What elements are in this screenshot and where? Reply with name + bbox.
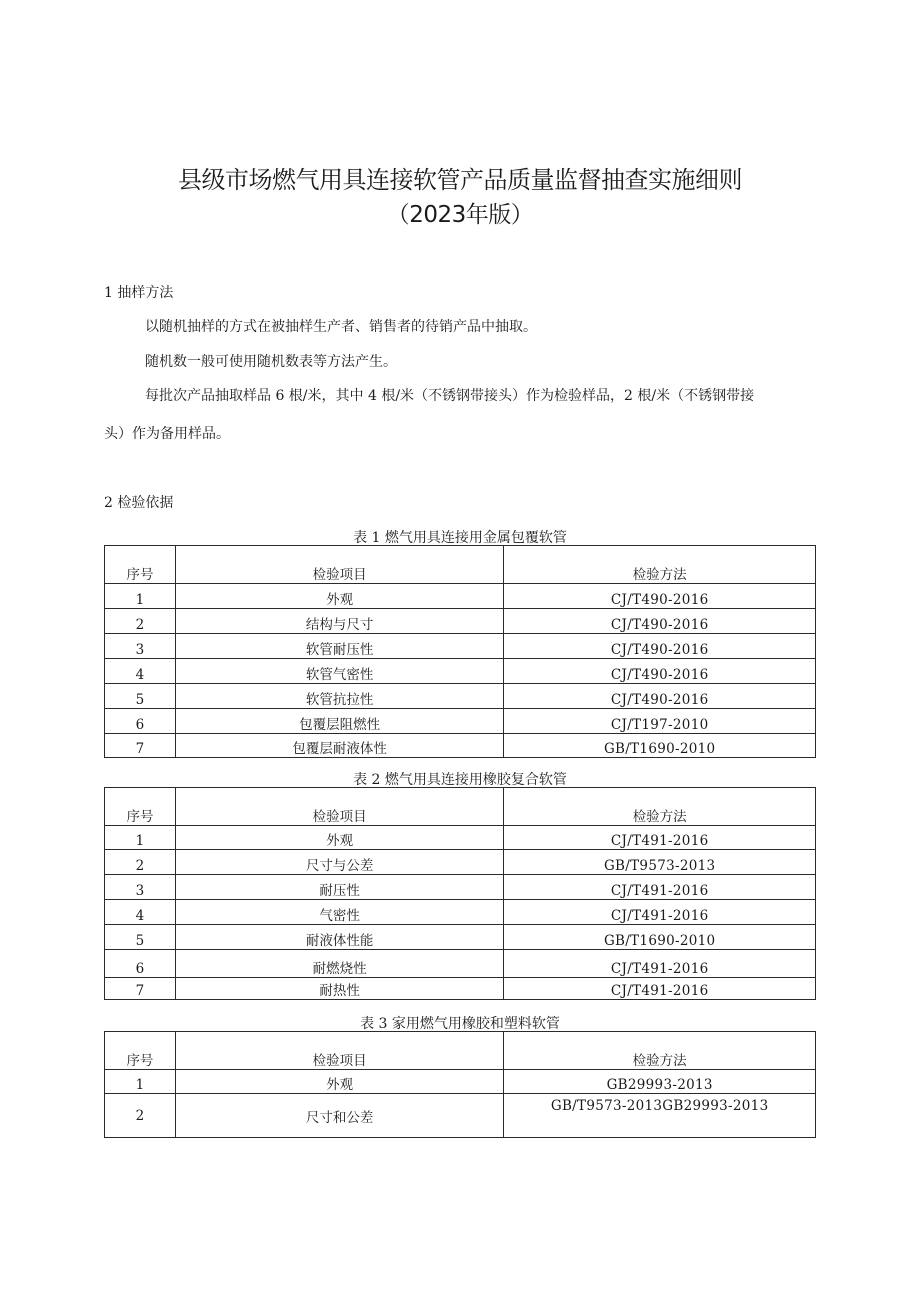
cell-method: GB/T1690-2010 <box>504 734 816 758</box>
table-row <box>105 950 816 978</box>
cell-method: GB/T9573-2013 <box>504 850 816 875</box>
header-cell-method: 检验方法 <box>504 546 816 584</box>
table-row <box>105 826 816 850</box>
header-cell-item: 检验项目 <box>175 1032 503 1070</box>
cell-index: 3 <box>105 875 176 900</box>
cell-item: 耐液体性能 <box>175 925 503 950</box>
table-row <box>105 925 816 950</box>
table-row <box>105 684 816 709</box>
table-row <box>105 978 816 1000</box>
table-row <box>105 584 816 609</box>
header-cell-item: 检验项目 <box>175 788 503 826</box>
table-3-caption: 表 3 家用燃气用橡胶和塑料软管 <box>360 1016 560 1032</box>
header-cell-index: 序号 <box>105 1032 176 1070</box>
cell-item: 耐热性 <box>175 978 503 1000</box>
cell-item: 外观 <box>175 826 503 850</box>
cell-method: CJ/T490-2016 <box>504 609 816 634</box>
header-cell-index: 序号 <box>105 788 176 826</box>
cell-index: 5 <box>105 684 176 709</box>
table-row <box>105 609 816 634</box>
cell-method: CJ/T490-2016 <box>504 684 816 709</box>
cell-item: 软管耐压性 <box>175 634 503 659</box>
table-row <box>105 1070 816 1094</box>
table-row <box>105 659 816 684</box>
table-header-row <box>105 1032 816 1070</box>
cell-item: 结构与尺寸 <box>175 609 503 634</box>
cell-method: CJ/T491-2016 <box>504 950 816 978</box>
cell-item: 尺寸和公差 <box>175 1094 503 1138</box>
table-header-row <box>105 546 816 584</box>
cell-method: CJ/T491-2016 <box>504 875 816 900</box>
cell-item: 包覆层阻燃性 <box>175 709 503 734</box>
table-row <box>105 875 816 900</box>
cell-index: 1 <box>105 826 176 850</box>
section-1-paragraph-3-line-2: 头）作为备用样品。 <box>104 426 230 442</box>
section-1-paragraph-2: 随机数一般可使用随机数表等方法产生。 <box>145 354 397 370</box>
section-1-paragraph-1: 以随机抽样的方式在被抽样生产者、销售者的待销产品中抽取。 <box>145 319 537 335</box>
cell-index: 6 <box>105 709 176 734</box>
cell-item: 外观 <box>175 584 503 609</box>
cell-index: 7 <box>105 734 176 758</box>
table-row <box>105 850 816 875</box>
cell-method: GB/T9573-2013GB29993-2013 <box>504 1094 816 1138</box>
cell-index: 4 <box>105 900 176 925</box>
document-title: 县级市场燃气用具连接软管产品质量监督抽查实施细则 <box>178 166 742 194</box>
cell-index: 1 <box>105 584 176 609</box>
cell-item: 耐燃烧性 <box>175 950 503 978</box>
cell-index: 1 <box>105 1070 176 1094</box>
table-2 <box>104 787 816 1000</box>
cell-method: CJ/T490-2016 <box>504 584 816 609</box>
cell-method: GB29993-2013 <box>504 1070 816 1094</box>
header-cell-method: 检验方法 <box>504 1032 816 1070</box>
section-1-paragraph-3-line-1: 每批次产品抽取样品 6 根/米，其中 4 根/米（不锈钢带接头）作为检验样品，2 根/米（不锈钢带接 <box>145 388 755 404</box>
cell-item: 软管气密性 <box>175 659 503 684</box>
cell-index: 5 <box>105 925 176 950</box>
header-cell-item: 检验项目 <box>175 546 503 584</box>
header-cell-method: 检验方法 <box>504 788 816 826</box>
table-3 <box>104 1031 816 1138</box>
table-1-caption: 表 1 燃气用具连接用金属包覆软管 <box>353 530 567 546</box>
section-2-heading: 2 检验依据 <box>104 495 174 511</box>
table-row <box>105 734 816 758</box>
cell-method: CJ/T491-2016 <box>504 900 816 925</box>
table-row <box>105 709 816 734</box>
cell-index: 4 <box>105 659 176 684</box>
cell-method: GB/T1690-2010 <box>504 925 816 950</box>
cell-item: 包覆层耐液体性 <box>175 734 503 758</box>
cell-item: 尺寸与公差 <box>175 850 503 875</box>
cell-index: 6 <box>105 950 176 978</box>
cell-method: CJ/T197-2010 <box>504 709 816 734</box>
cell-index: 3 <box>105 634 176 659</box>
cell-index: 2 <box>105 850 176 875</box>
cell-index: 2 <box>105 609 176 634</box>
table-2-caption: 表 2 燃气用具连接用橡胶复合软管 <box>353 772 567 788</box>
table-row <box>105 634 816 659</box>
section-1-heading: 1 抽样方法 <box>104 285 174 301</box>
cell-index: 2 <box>105 1094 176 1138</box>
table-row <box>105 1094 816 1138</box>
header-cell-index: 序号 <box>105 546 176 584</box>
cell-method: CJ/T491-2016 <box>504 978 816 1000</box>
cell-method: CJ/T490-2016 <box>504 634 816 659</box>
table-row <box>105 900 816 925</box>
cell-item: 耐压性 <box>175 875 503 900</box>
cell-method: CJ/T490-2016 <box>504 659 816 684</box>
document-subtitle-edition: （2023年版） <box>386 202 534 228</box>
table-header-row <box>105 788 816 826</box>
cell-item: 外观 <box>175 1070 503 1094</box>
cell-method: CJ/T491-2016 <box>504 826 816 850</box>
cell-item: 气密性 <box>175 900 503 925</box>
cell-item: 软管抗拉性 <box>175 684 503 709</box>
table-1 <box>104 545 816 758</box>
cell-index: 7 <box>105 978 176 1000</box>
